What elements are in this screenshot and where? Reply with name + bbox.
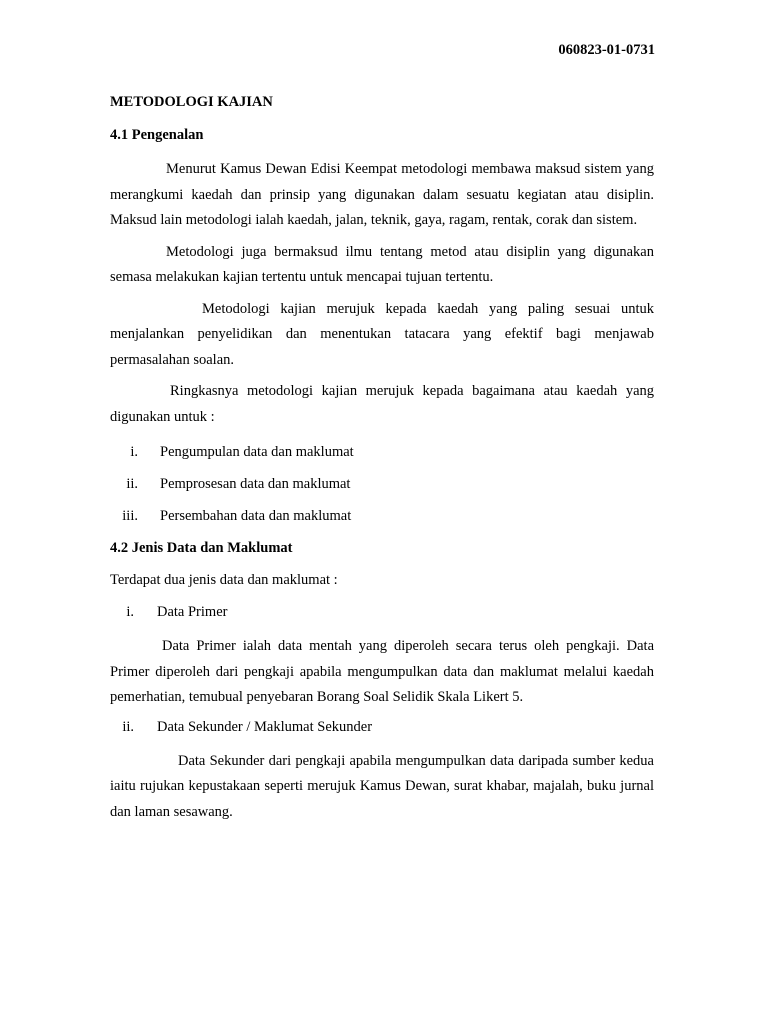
paragraph: Metodologi kajian merujuk kepada kaedah yang paling sesuai untuk menjalankan penyelidikan dan menentukan tatacara yang efektif bagi menjawab permasalahan soalan.	[110, 300, 654, 368]
paragraph: Menurut Kamus Dewan Edisi Keempat metodologi membawa maksud sistem yang merangkumi kaedah dan prinsip yang digunakan dalam sesuatu kegiatan atau disiplin. Maksud lain metodologi ialah kaedah, jalan, teknik, gaya, ragam, rentak, corak dan sistem.	[110, 161, 654, 228]
section-intro: Terdapat dua jenis data dan maklumat :	[110, 572, 338, 588]
list-number: i.	[126, 604, 134, 620]
list-number: ii.	[122, 718, 134, 735]
list-text: Pengumpulan data dan maklumat	[160, 444, 354, 460]
document-title: METODOLOGI KAJIAN	[110, 94, 273, 110]
list-number: ii.	[126, 476, 138, 492]
paragraph: Data Primer ialah data mentah yang diperoleh secara terus oleh pengkaji. Data Primer diperoleh dari pengkaji apabila mengumpulkan data dan maklumat melalui kaedah pemerhatian, temubual penyebaran Borang Soal Selidik Skala Likert 5.	[110, 638, 654, 705]
list-text: Data Primer	[157, 604, 228, 620]
list-item-data-sekunder	[110, 717, 654, 737]
section-heading-pengenalan: 4.1 Pengenalan	[110, 127, 204, 143]
list-number: i.	[130, 444, 138, 460]
list-item	[110, 442, 654, 462]
list-text: Data Sekunder / Maklumat Sekunder	[157, 718, 373, 735]
document-id: 060823-01-0731	[558, 42, 655, 58]
paragraph: Metodologi juga bermaksud ilmu tentang metod atau disiplin yang digunakan semasa melakukan kajian tertentu untuk mencapai tujuan tertentu.	[110, 243, 654, 285]
paragraph: Ringkasnya metodologi kajian merujuk kepada bagaimana atau kaedah yang digunakan untuk :	[110, 383, 654, 425]
section-heading-jenis-data: 4.2 Jenis Data dan Maklumat	[110, 540, 293, 556]
list-text: Pemprosesan data dan maklumat	[160, 476, 351, 492]
paragraph: Data Sekunder dari pengkaji apabila mengumpulkan data daripada sumber kedua iaitu rujukan kepustakaan seperti merujuk Kamus Dewan, surat khabar, majalah, buku jurnal dan laman sesawang.	[110, 752, 654, 820]
list-item	[110, 506, 654, 526]
list-number: iii.	[122, 508, 138, 524]
list-item-data-primer	[110, 602, 654, 622]
document-body	[110, 92, 654, 831]
list-text: Persembahan data dan maklumat	[160, 508, 352, 524]
list-item	[110, 474, 654, 494]
